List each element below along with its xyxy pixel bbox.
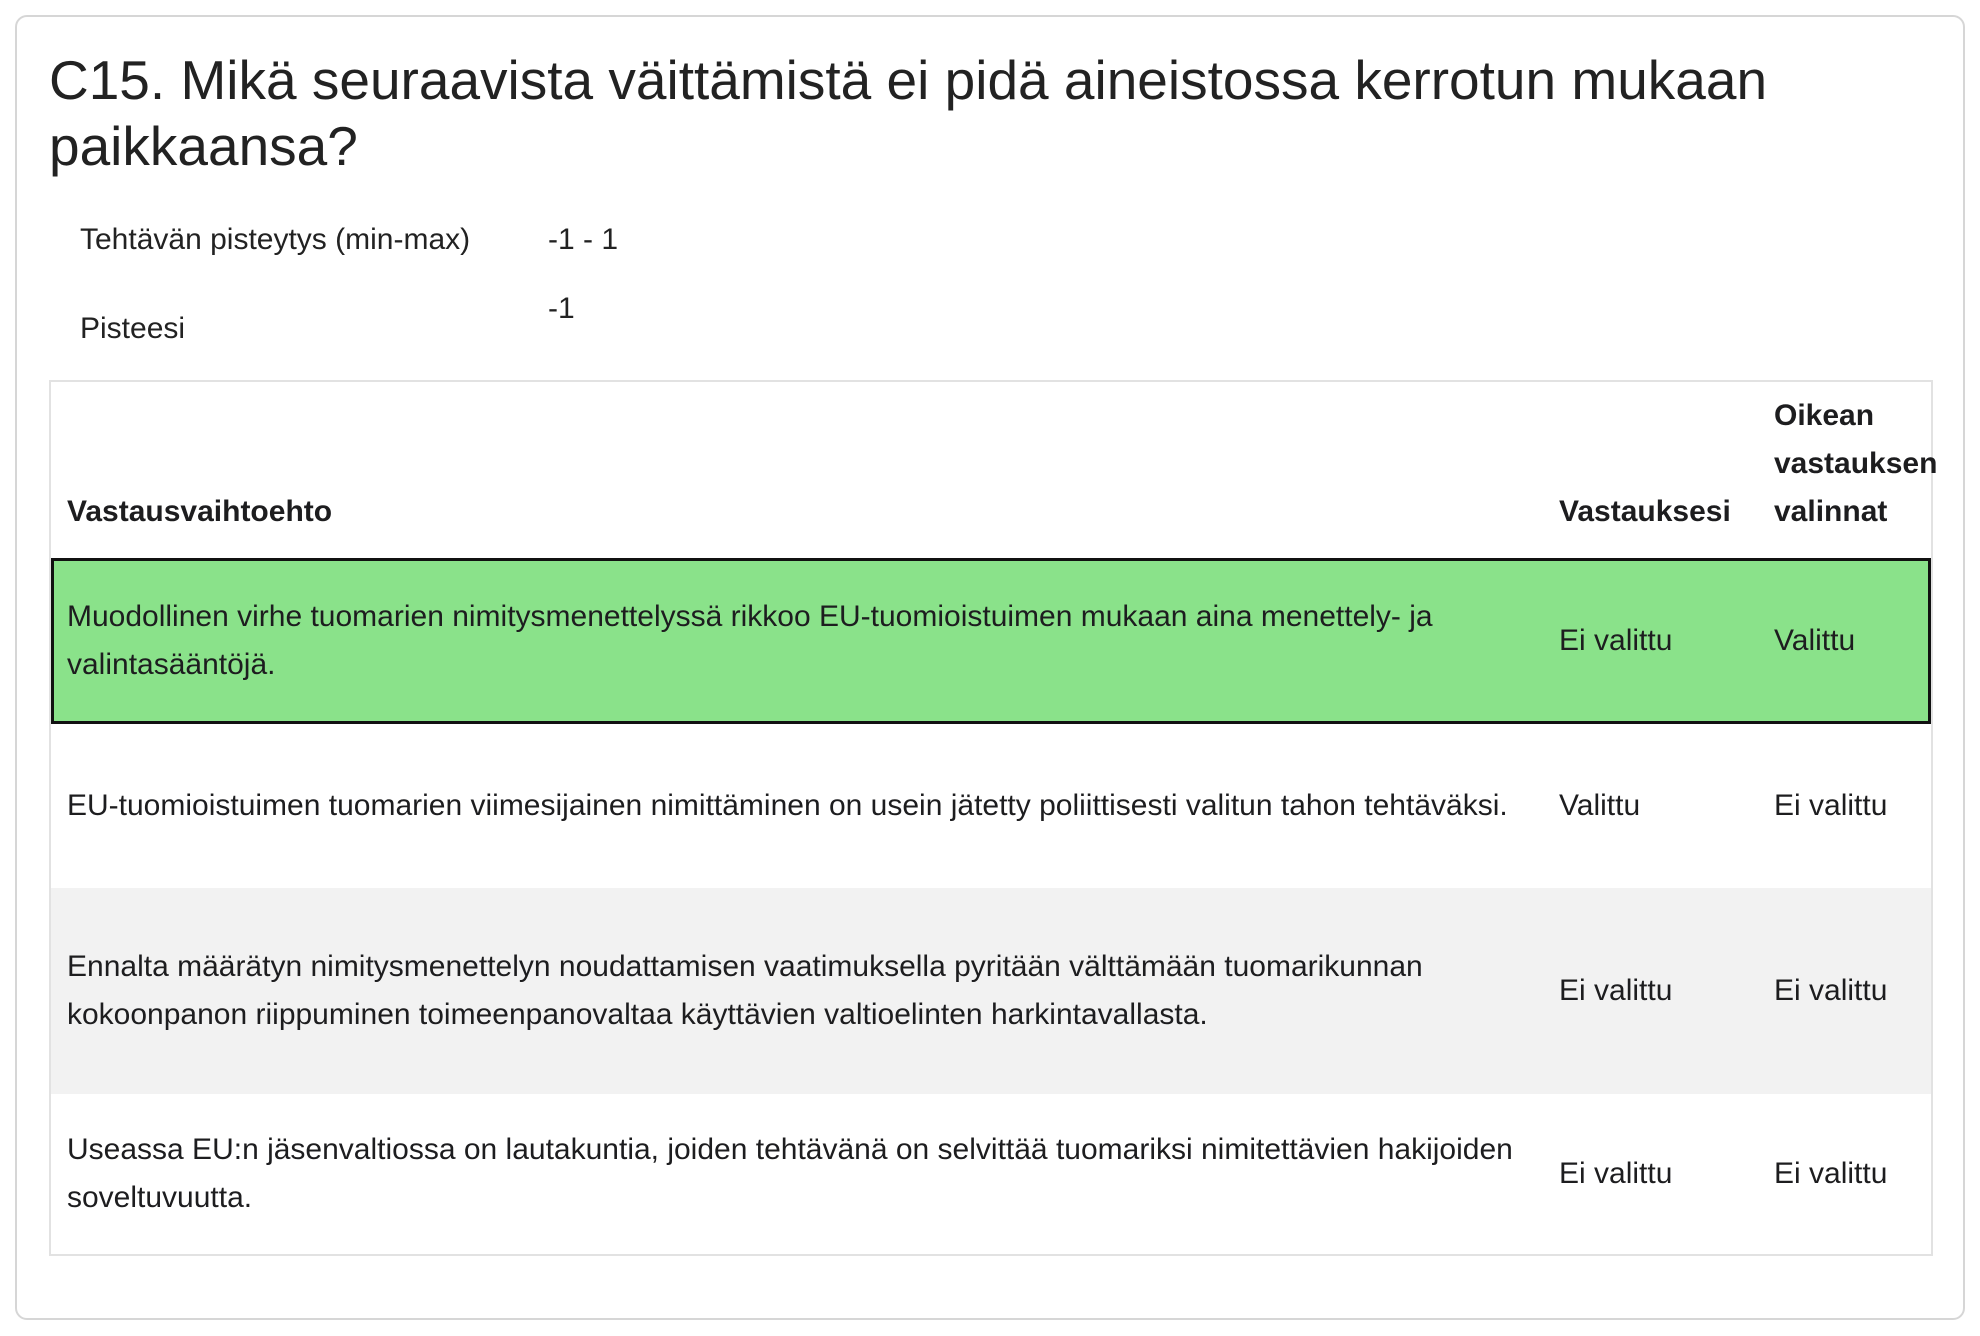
row-correct-answer: Ei valittu	[1774, 974, 1888, 1007]
table-row	[51, 724, 1931, 888]
row-correct-answer: Valittu	[1774, 624, 1856, 657]
table-row	[51, 1094, 1931, 1254]
header-correct-answer: Oikean vastauksen valinnat	[1774, 399, 1938, 528]
points-label: Pisteesi	[80, 312, 186, 345]
row-option: Muodollinen virhe tuomarien nimitysmenettelyssä rikkoo EU-tuomioistuimen mukaan aina menettely- ja valintasääntöjä.	[67, 600, 1433, 681]
row-option: Useassa EU:n jäsenvaltiossa on lautakuntia, joiden tehtävänä on selvittää tuomariksi nimitettävien hakijoiden soveltuvuutta.	[67, 1133, 1513, 1214]
row-your-answer: Ei valittu	[1559, 624, 1673, 657]
row-your-answer: Valittu	[1559, 789, 1641, 822]
row-option: EU-tuomioistuimen tuomarien viimesijainen nimittäminen on usein jätetty poliittisesti valitun tahon tehtäväksi.	[67, 789, 1508, 822]
table-row	[51, 888, 1931, 1094]
points-value: -1	[548, 292, 575, 325]
scoring-range-value: -1 - 1	[548, 223, 619, 256]
table-header-row	[51, 382, 1938, 558]
row-your-answer: Ei valittu	[1559, 1157, 1673, 1190]
question-card	[15, 15, 1965, 1320]
row-correct-answer: Ei valittu	[1774, 789, 1888, 822]
row-option: Ennalta määrätyn nimitysmenettelyn noudattamisen vaatimuksella pyritään välttämään tuomarikunnan kokoonpanon riippuminen toimeenpanovaltaa käyttävien valtioelinten harkintavallasta.	[67, 950, 1423, 1031]
header-option: Vastausvaihtoehto	[67, 495, 333, 528]
table-row	[51, 558, 1931, 724]
row-your-answer: Ei valittu	[1559, 974, 1673, 1007]
header-your-answer: Vastauksesi	[1559, 495, 1731, 528]
scoring-range-label: Tehtävän pisteytys (min-max)	[80, 223, 471, 256]
row-correct-answer: Ei valittu	[1774, 1157, 1888, 1190]
answers-table	[49, 380, 1938, 1256]
question-title: C15. Mikä seuraavista väittämistä ei pidä aineistossa kerrotun mukaan paikkaansa?	[49, 49, 1768, 177]
